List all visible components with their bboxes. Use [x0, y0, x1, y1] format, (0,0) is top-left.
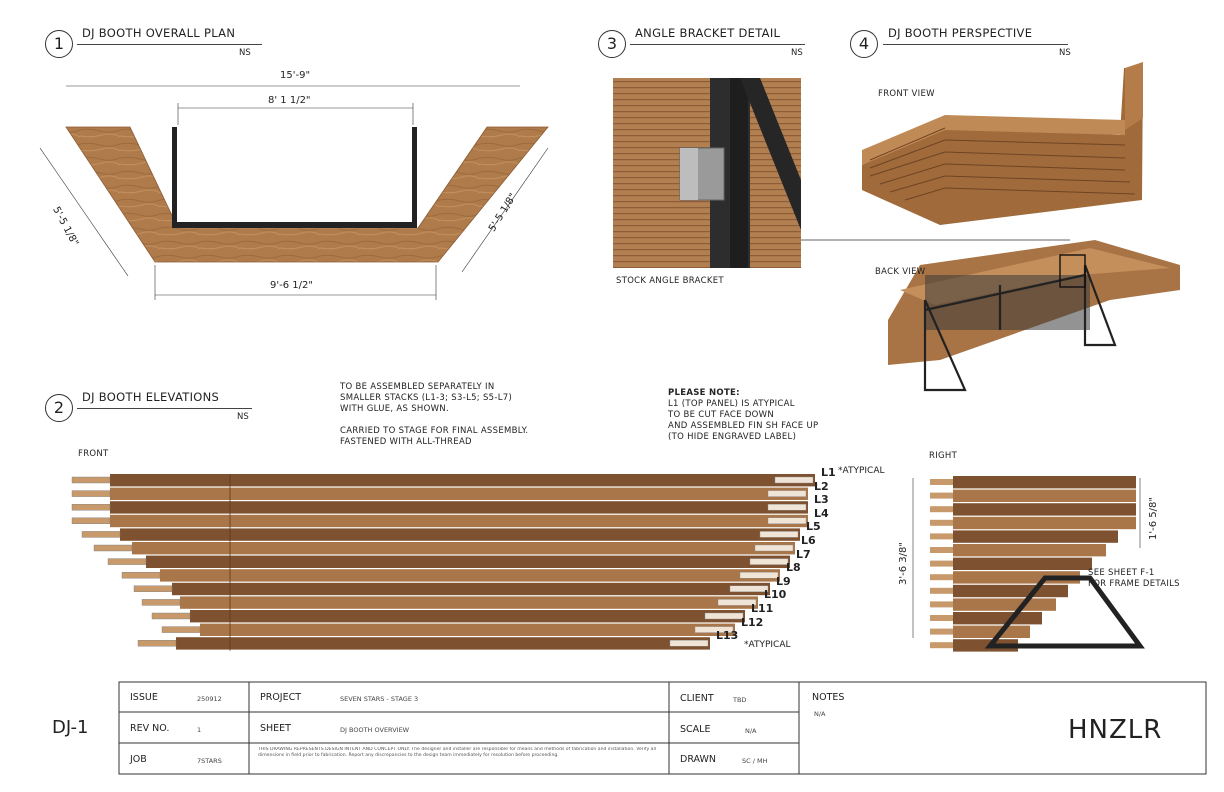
level-label-l1: L1 [821, 466, 836, 479]
panel-4-title: DJ BOOTH PERSPECTIVE [888, 26, 1033, 40]
drawn-value: SC / MH [742, 757, 768, 765]
job-value: 7STARS [197, 757, 222, 765]
panel-4-scale: NS [1059, 48, 1071, 58]
right-layer-overhang [930, 479, 953, 485]
please-note-line: (TO HIDE ENGRAVED LABEL) [668, 432, 797, 442]
right-layer-l5 [953, 530, 1118, 542]
assembly-note-line: CARRIED TO STAGE FOR FINAL ASSEMBLY. [340, 426, 529, 436]
bracket-caption: STOCK ANGLE BRACKET [616, 276, 724, 286]
assembly-note-line: WITH GLUE, AS SHOWN. [340, 404, 449, 414]
level-label-l7: L7 [796, 547, 811, 561]
sheet-label: SHEET [260, 723, 291, 734]
front-elevation-image [72, 474, 815, 651]
front-layer-overhang [730, 586, 768, 592]
front-layer-overhang [72, 491, 110, 497]
issue-label: ISSUE [130, 692, 158, 703]
front-layer-l13 [176, 637, 710, 649]
level-label-l8: L8 [786, 561, 801, 575]
plan-dim-inner: 8' 1 1/2" [268, 95, 311, 106]
front-layer-overhang [162, 627, 200, 633]
panel-3-scale: NS [791, 48, 803, 58]
front-view-label: FRONT VIEW [878, 89, 935, 99]
level-label-l11: L11 [751, 602, 774, 615]
client-label: CLIENT [680, 693, 714, 704]
front-layer-l1 [110, 474, 815, 486]
front-layer-overhang [775, 477, 813, 483]
front-layer-l12 [200, 624, 735, 636]
panel-4-number: 4 [850, 30, 878, 58]
right-layer-overhang [930, 493, 953, 499]
front-layer-overhang [755, 545, 793, 551]
scale-label: SCALE [680, 724, 711, 735]
front-layer-overhang [768, 504, 806, 510]
front-layer-overhang [108, 559, 146, 565]
rev-label: REV NO. [130, 723, 170, 734]
level-label-l6: L6 [801, 534, 816, 547]
issue-value: 250912 [197, 695, 222, 703]
front-layer-l3 [110, 501, 808, 513]
front-layer-overhang [670, 640, 708, 646]
front-layer-overhang [760, 531, 798, 537]
perspective-back-image [888, 240, 1180, 390]
right-layer-overhang [930, 629, 953, 635]
front-layer-l6 [132, 542, 795, 554]
front-layer-overhang [740, 572, 778, 578]
level-label-l5: L5 [806, 520, 821, 534]
front-layer-l10 [180, 596, 758, 608]
panel-2-scale: NS [237, 412, 249, 422]
plan-dim-overall: 15'-9" [280, 70, 311, 81]
right-layer-overhang [930, 601, 953, 607]
front-layer-overhang [82, 531, 120, 537]
see-sheet-line: FOR FRAME DETAILS [1088, 579, 1180, 589]
assembly-note-line: FASTENED WITH ALL-THREAD [340, 437, 472, 447]
right-layer-overhang [930, 506, 953, 512]
front-layer-l11 [190, 610, 745, 622]
front-layer-overhang [750, 559, 788, 565]
right-layer-overhang [930, 520, 953, 526]
job-label: JOB [130, 754, 147, 765]
right-layer-l7 [953, 558, 1092, 570]
right-elevation-image [930, 476, 1136, 652]
panel-3-title-rule [630, 44, 805, 45]
project-value: SEVEN STARS - STAGE 3 [340, 695, 419, 703]
front-layer-l4 [110, 515, 808, 527]
right-layer-overhang [930, 588, 953, 594]
project-label: PROJECT [260, 692, 302, 703]
right-dim-total: 3'-6 3/8" [898, 542, 909, 585]
front-layer-overhang [152, 613, 190, 619]
front-layer-overhang [72, 477, 110, 483]
right-layer-overhang [930, 642, 953, 648]
right-layer-l4 [953, 517, 1136, 529]
panel-1-scale: NS [239, 48, 251, 58]
assembly-note-line: SMALLER STACKS (L1-3; S3-L5; S5-L7) [340, 393, 513, 403]
plan-dim-left: 5'-5 1/8" [50, 205, 81, 249]
please-note-heading: PLEASE NOTE: [668, 388, 740, 398]
front-layer-overhang [705, 613, 743, 619]
level-label-l3: L3 [814, 493, 829, 507]
please-note [668, 388, 818, 443]
sheet-id: DJ-1 [52, 717, 89, 738]
front-layer-overhang [72, 518, 110, 524]
front-label: FRONT [78, 449, 109, 459]
right-layer-l10 [953, 598, 1056, 610]
assembly-note [340, 382, 528, 448]
level-label-l4: L4 [814, 506, 829, 520]
front-layer-l7 [146, 556, 790, 568]
front-layer-overhang [768, 491, 806, 497]
see-sheet-note [1088, 568, 1180, 590]
right-layer-l2 [953, 490, 1136, 502]
level-label-l10: L10 [764, 588, 787, 602]
panel-4-title-rule [883, 44, 1068, 45]
plan-dim-bottom: 9'-6 1/2" [270, 280, 313, 291]
rev-value: 1 [197, 726, 202, 734]
right-layer-l11 [953, 612, 1042, 624]
level-label-l9: L9 [776, 574, 791, 588]
front-layer-overhang [94, 545, 132, 551]
front-layer-l9 [172, 583, 770, 595]
sheet-value: DJ BOOTH OVERVIEW [340, 726, 410, 734]
atypical-l1-note: *ATYPICAL [838, 466, 885, 476]
back-view-label: BACK VIEW [875, 267, 926, 277]
atypical-l13-note: *ATYPICAL [744, 640, 791, 650]
plan-view [40, 86, 548, 300]
level-label-l13: L13 [716, 629, 739, 643]
front-layer-l8 [160, 569, 780, 581]
panel-2-number: 2 [45, 394, 73, 422]
front-layer-overhang [122, 572, 160, 578]
panel-1-number: 1 [45, 30, 73, 58]
right-layer-l6 [953, 544, 1106, 556]
please-note-line: L1 (TOP PANEL) IS ATYPICAL [668, 399, 795, 409]
assembly-note-line: TO BE ASSEMBLED SEPARATELY IN [340, 382, 495, 392]
panel-3-title: ANGLE BRACKET DETAIL [635, 26, 781, 40]
front-layer-overhang [72, 504, 110, 510]
front-layer-overhang [134, 586, 172, 592]
front-layer-overhang [138, 640, 176, 646]
panel-3-number: 3 [598, 30, 626, 58]
see-sheet-line: SEE SHEET F-1 [1088, 568, 1155, 578]
notes-value: N/A [814, 710, 826, 718]
right-layer-overhang [930, 561, 953, 567]
right-layer-l1 [953, 476, 1136, 488]
right-layer-l9 [953, 585, 1068, 597]
panel-1-title: DJ BOOTH OVERALL PLAN [82, 26, 236, 40]
level-label-l2: L2 [814, 479, 829, 493]
company-logo: HNZLR [1068, 715, 1163, 745]
right-layer-l12 [953, 626, 1030, 638]
right-dim-top: 1'-6 5/8" [1148, 497, 1159, 540]
drawn-label: DRAWN [680, 754, 717, 765]
front-layer-overhang [142, 599, 180, 605]
right-layer-overhang [930, 533, 953, 539]
panel-2-title-rule [77, 408, 252, 409]
right-layer-overhang [930, 547, 953, 553]
level-label-l12: L12 [741, 615, 764, 629]
perspective-front-image [862, 62, 1143, 225]
front-layer-l5 [120, 528, 800, 540]
disclaimer: THIS DRAWING REPRESENTS DESIGN INTENT AND CONCEPT ONLY. The designer and installer are responsible for means and methods of fabrication and installation. Verify all dimensions in field prior to fabrication. Report any discrepancies to the design team immediately for resolution before proceeding. [258, 747, 657, 758]
right-label: RIGHT [929, 451, 958, 461]
please-note-line: AND ASSEMBLED FIN SH FACE UP [668, 421, 819, 431]
plan-dim-right: 5'-5 1/8" [487, 191, 520, 234]
client-value: TBD [733, 696, 747, 704]
right-layer-overhang [930, 574, 953, 580]
please-note-line: TO BE CUT FACE DOWN [668, 410, 775, 420]
front-layer-l2 [110, 488, 808, 500]
notes-label: NOTES [812, 692, 845, 703]
right-layer-overhang [930, 615, 953, 621]
right-layer-l3 [953, 503, 1136, 515]
scale-value: N/A [745, 727, 757, 735]
panel-2-title: DJ BOOTH ELEVATIONS [82, 390, 220, 404]
front-layer-overhang [768, 518, 806, 524]
